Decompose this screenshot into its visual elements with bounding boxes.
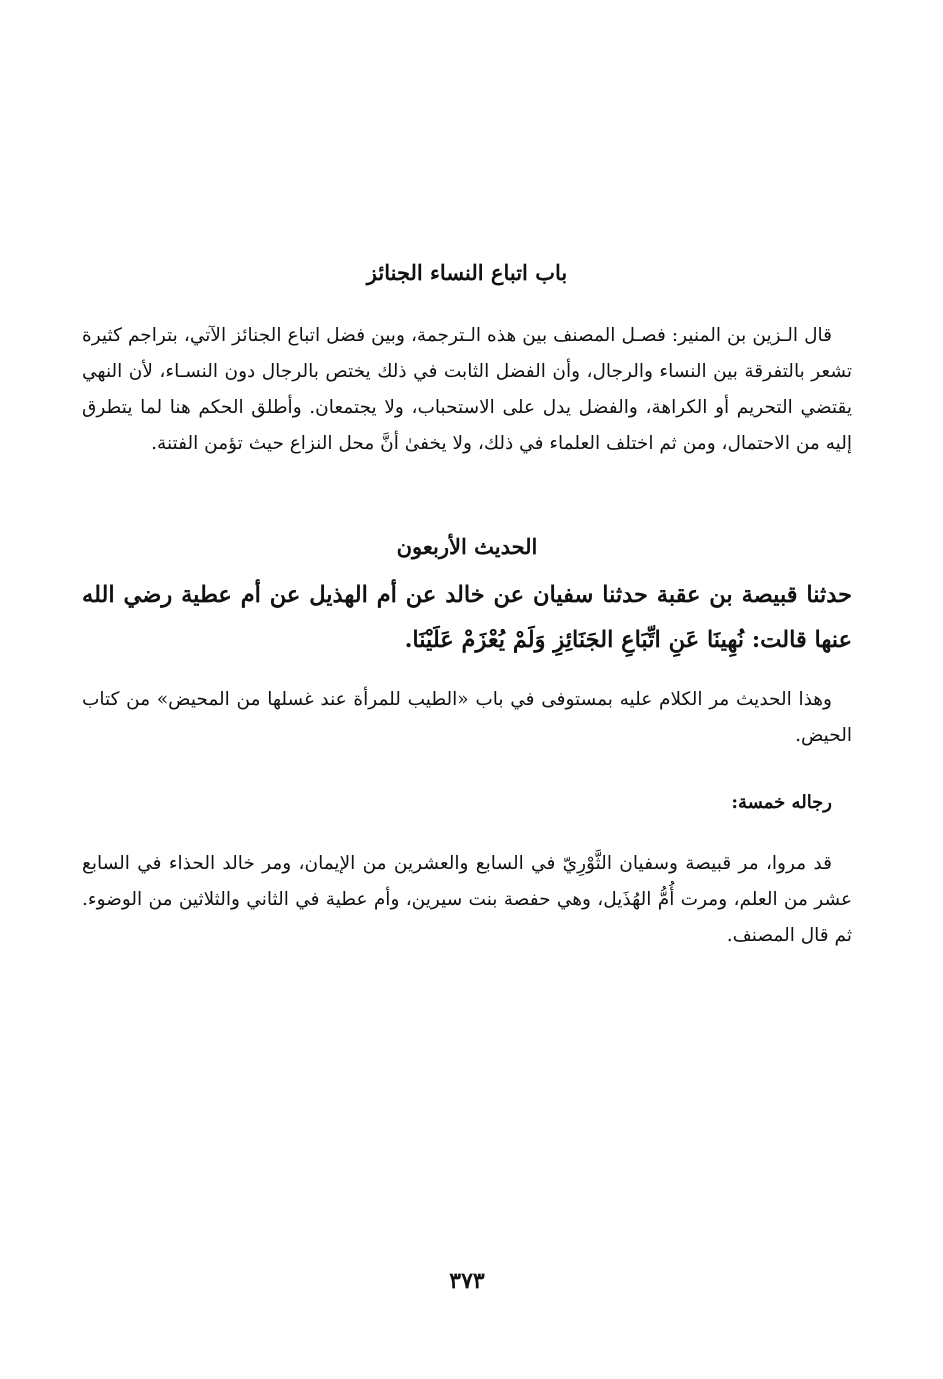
hadith-title: الحديث الأربعون — [396, 534, 538, 559]
narrators-paragraph — [82, 846, 852, 954]
narrators-heading: رجاله خمسة: — [731, 792, 832, 813]
narrators-text: قد مروا، مر قبيصة وسفيان الثَّوْرِيّ في السابع والعشرين من الإيمان، ومر خالد الحذاء في السابع عشر من العلم، ومرت أُمُّ الهُذَيل، وهي حفصة بنت سيرين، وأم عطية في الثاني والثلاثين من الوضوء. ثم قال المصنف. — [82, 853, 852, 946]
book-page — [82, 0, 852, 1379]
reference-paragraph — [82, 682, 852, 754]
commentary-text: قال الـزين بن المنير: فصـل المصنف بين هذه الـترجمة، وبين فضل اتباع الجنائز الآتي، بتراجم كثيرة تشعر بالتفرقة بين النساء والرجال، وأن الفضل الثابت في ذلك يختص بالرجال دون النسـاء، لأن النهي يقتضي التحريم أو الكراهة، والفضل يدل على الاستحباب، ولا يجتمعان. وأطلق الحكم هنا لما يتطرق إليه من الاحتمال، ومن ثم اختلف العلماء في ذلك، ولا يخفىٰ أنَّ محل النزاع حيث تؤمن الفتنة. — [82, 325, 852, 454]
commentary-paragraph — [82, 318, 852, 462]
reference-text: وهذا الحديث مر الكلام عليه بمستوفى في باب «الطيب للمرأة عند غسلها من المحيض» من كتاب الحيض. — [82, 689, 852, 746]
hadith-text — [82, 573, 852, 663]
section-title: باب اتباع النساء الجنائز — [366, 260, 568, 285]
hadith-body: حدثنا قبيصة بن عقبة حدثنا سفيان عن خالد عن أم الهذيل عن أم عطية رضي الله عنها قالت: نُهِينَا عَنِ اتِّبَاعِ الجَنَائِزِ وَلَمْ يُعْزَمْ عَلَيْنَا. — [82, 582, 852, 653]
page-number: ٣٧٣ — [449, 1268, 485, 1294]
